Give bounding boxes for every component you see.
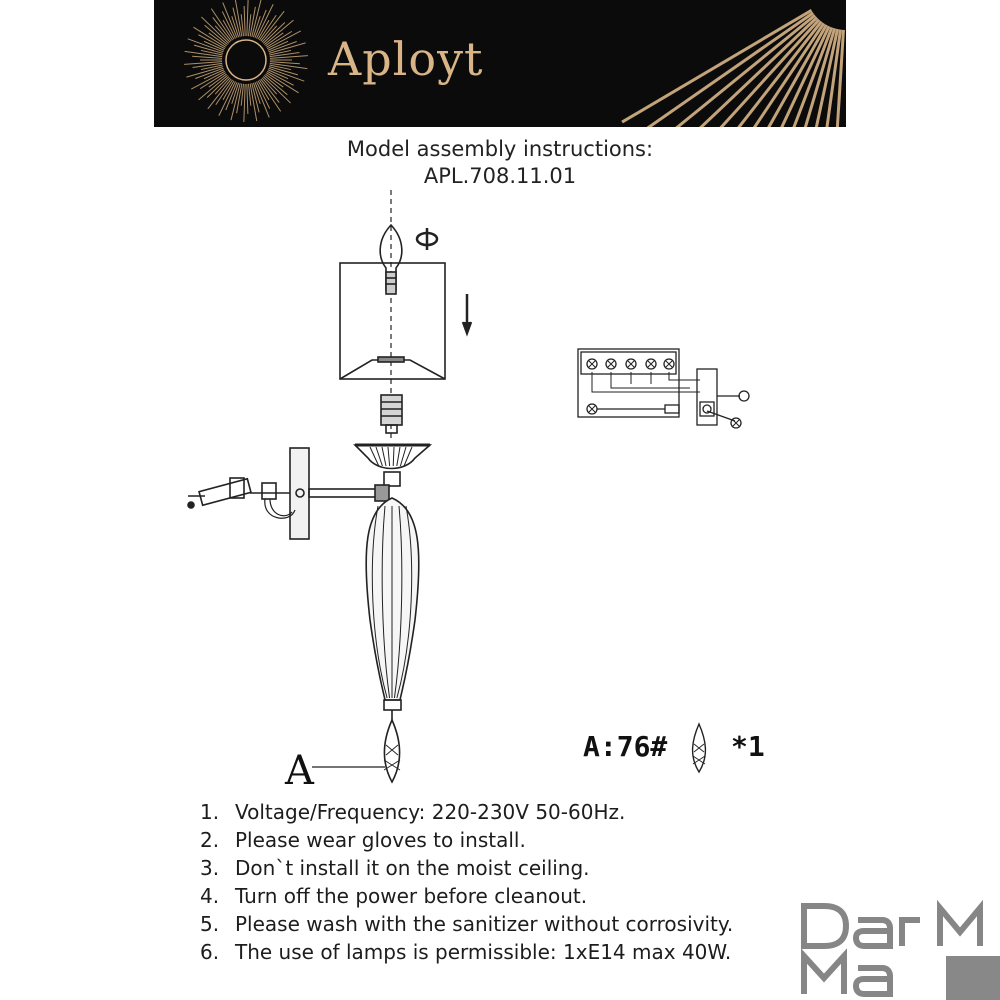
parts-list-label: A:76# <box>583 730 668 763</box>
list-item: 6. The use of lamps is permissible: 1xE14 max 40W. <box>200 940 732 964</box>
darma-watermark-logo <box>790 898 1000 1000</box>
brand-logo: Aployt <box>328 32 484 86</box>
parts-list <box>583 722 765 774</box>
wall-bracket <box>188 448 389 539</box>
crystal-icon <box>686 722 712 774</box>
fluted-glass-column <box>366 498 419 710</box>
mounting-hardware <box>188 478 295 518</box>
document-title: Model assembly instructions: <box>346 137 654 161</box>
instructions-list <box>200 798 733 966</box>
rotate-icon <box>417 228 437 250</box>
model-number: APL.708.11.01 <box>423 164 577 188</box>
callout-a-label: A <box>285 748 314 794</box>
callout-a <box>284 748 385 794</box>
list-item: 3. Don`t install it on the moist ceiling. <box>200 856 590 880</box>
list-item: 5. Please wash with the sanitizer without corrosivity. <box>200 912 734 936</box>
arrow-down-icon <box>463 294 471 333</box>
crystal-pendant <box>384 710 400 782</box>
candle-cup <box>355 445 430 486</box>
list-item: 2. Please wear gloves to install. <box>200 828 526 852</box>
list-item: 4. Turn off the power before cleanout. <box>200 884 588 908</box>
list-item: 1. Voltage/Frequency: 220-230V 50-60Hz. <box>200 800 626 824</box>
wiring-diagram <box>578 349 749 428</box>
parts-list-quantity: *1 <box>731 730 765 763</box>
